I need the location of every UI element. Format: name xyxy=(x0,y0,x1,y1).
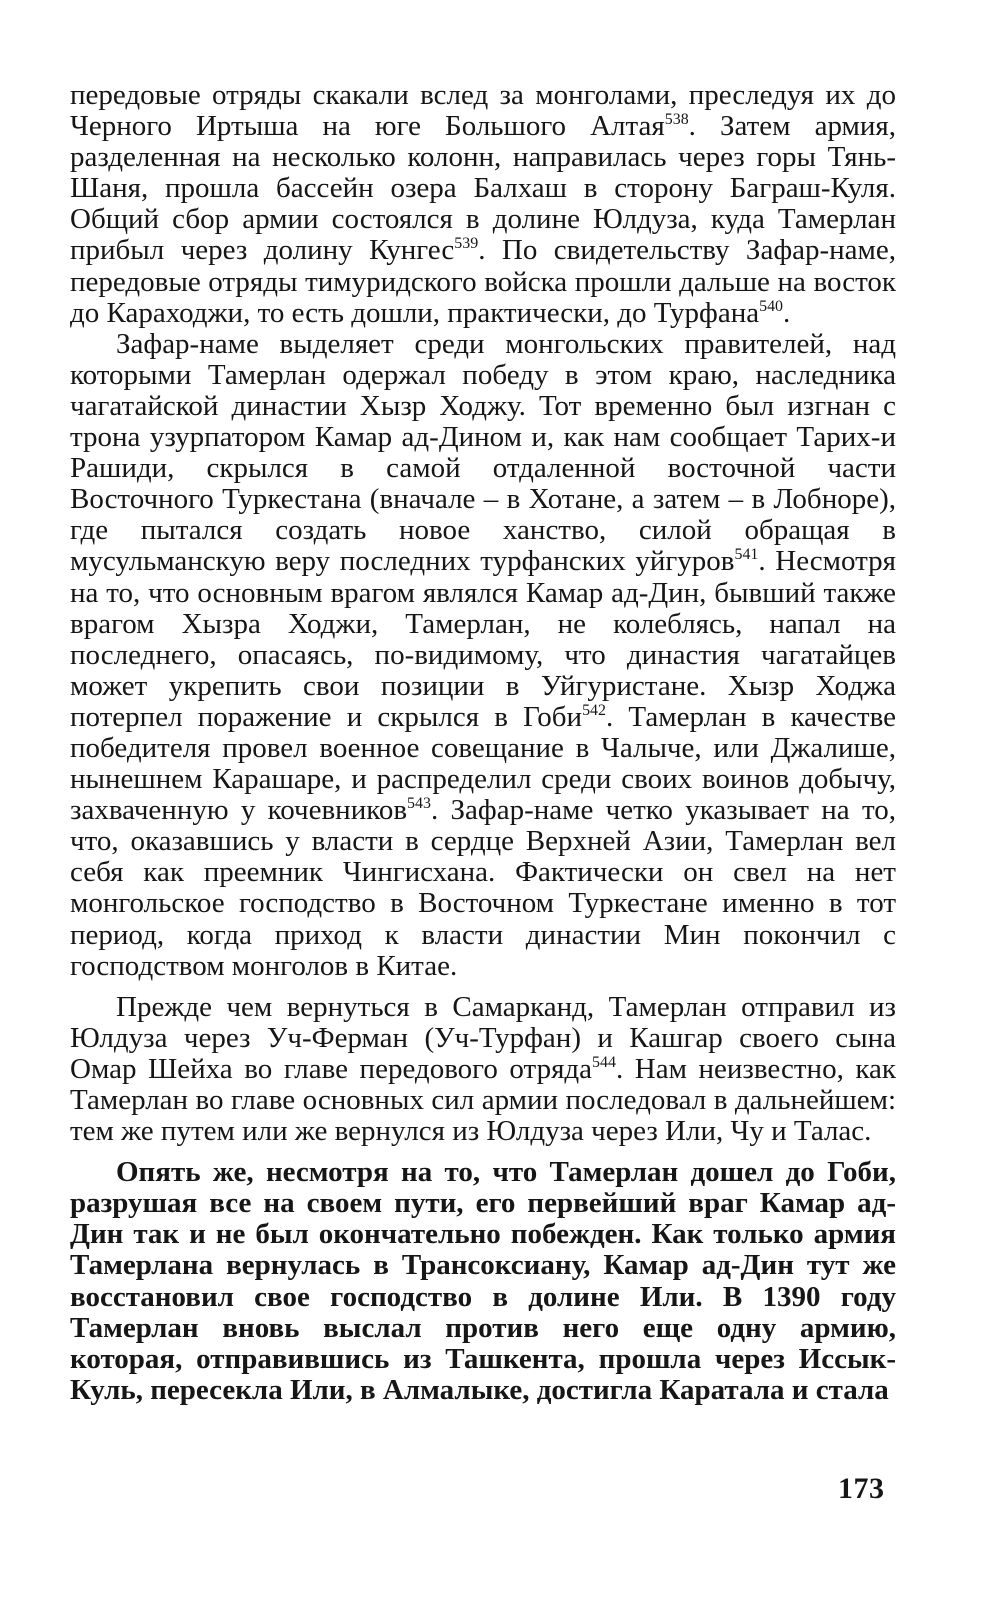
body-text xyxy=(70,80,896,1406)
paragraph-4 xyxy=(70,1157,896,1406)
text-run: . Тамерлан в качестве победителя провел военное совещание в Чалыче, или Джалише, нынешнем Карашаре, и распределил среди своих воинов добычу, захваченную у кочевников xyxy=(70,700,896,827)
paragraph-2 xyxy=(70,329,896,982)
footnote-ref-540: 540 xyxy=(759,297,783,315)
paragraph-3 xyxy=(70,992,896,1147)
page-number: 173 xyxy=(838,1472,885,1505)
text-run: передовые отряды скакали вслед за монголами, преследуя их до Черного Иртыша на юге Большого Алтая xyxy=(70,79,896,143)
text-run: . Несмотря на то, что основным врагом являлся Камар ад-Дин, бывший также врагом Хызра Ходжи, Тамерлан, не колеблясь, напал на последнего, опасаясь, по-видимому, что династия чагатайцев может укрепить свои позиции в Уйгуристане. Хызр Ходжа потерпел поражение и скрылся в Гоби xyxy=(70,545,896,733)
text-run: Опять же, несмотря на то, что Тамерлан дошел до Гоби, разрушая все на своем пути, его первейший враг Камар ад-Дин так и не был окончательно побежден. Как только армия Тамерлана вернулась в Трансоксиану, Камар ад-Дин тут же восстановил свое господство в долине Или. В 1390 году Тамерлан вновь выслал против него еще одну армию, которая, отправившись из Ташкента, прошла через Иссык-Куль, пересекла Или, в Алмалыке, достигла Каратала и стала xyxy=(70,1156,896,1406)
footnote-ref-542: 542 xyxy=(582,701,606,719)
text-run: . Нам неизвестно, как Тамерлан во главе основных сил армии последовал в дальнейшем: тем же путем или же вернулся из Юлдуза через Или, Чу и Талас. xyxy=(70,1052,897,1148)
text-run: . По свидетельству Зафар-наме, передовые отряды тимуридского войска прошли дальше на восток до Караходжи, то есть дошли, практически, до Турфана xyxy=(70,234,896,329)
text-run: Зафар-наме выделяет среди монгольских правителей, над которыми Тамерлан одержал победу в этом краю, наследника чагатайской династии Хызр Ходжу. Тот временно был изгнан с трона узурпатором Камар ад-Дином и, как нам сообщает Тарих-и Рашиди, скрылся в самой отдаленной восточной части Восточного Туркестана (вначале – в Хотане, а затем – в Лобноре), где пытался создать новое ханство, силой обращая в мусульманскую веру последних турфанских уйгуров xyxy=(70,327,896,578)
text-run: . Затем армия, разделенная на несколько колонн, направилась через горы Тянь-Шаня, прошла бассейн озера Балхаш в сторону Баграш-Куля. Общий сбор армии состоялся в долине Юлдуза, куда Тамерлан прибыл через долину Кунгес xyxy=(70,110,896,267)
text-run: . Зафар-наме четко указывает на то, что, оказавшись у власти в сердце Верхней Азии, Тамерлан вел себя как преемник Чингисхана. Фактически он свел на нет монгольское господство в Восточном Туркестане именно в тот период, когда приход к власти династии Мин покончил с господством монголов в Китае. xyxy=(70,794,897,982)
footnote-ref-541: 541 xyxy=(734,546,759,564)
footnote-ref-543: 543 xyxy=(407,795,431,812)
text-run: . xyxy=(783,296,791,329)
footnote-ref-539: 539 xyxy=(454,235,479,253)
paragraph-1 xyxy=(70,80,896,329)
footnote-ref-538: 538 xyxy=(664,110,689,128)
footnote-ref-544: 544 xyxy=(592,1053,616,1071)
text-run: Прежде чем вернуться в Самарканд, Тамерлан отправил из Юлдуза через Уч-Ферман (Уч-Турфан) и Кашгар своего сына Омар Шейха во главе передового отряда xyxy=(70,990,896,1085)
